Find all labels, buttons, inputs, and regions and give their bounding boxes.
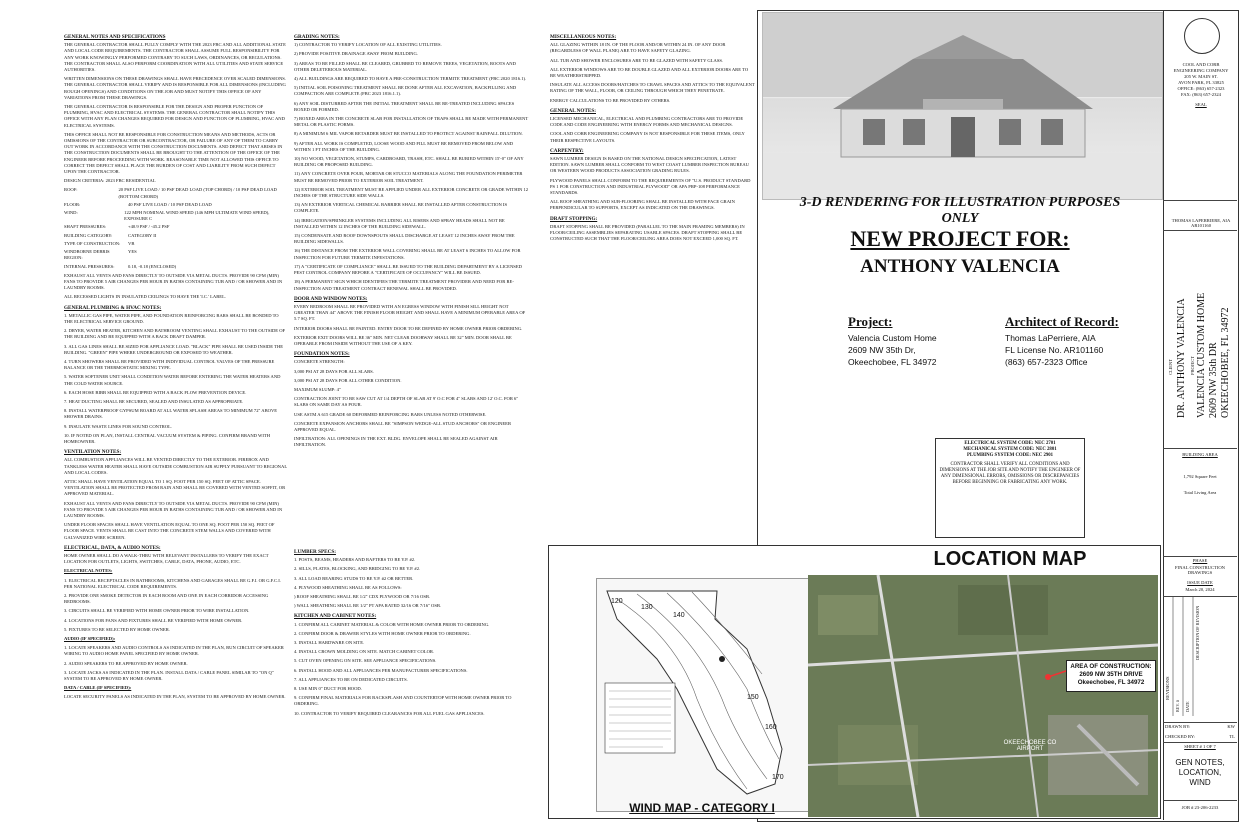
client-name: ANTHONY VALENCIA	[860, 256, 1060, 277]
project-block	[848, 314, 998, 367]
grading-item: 7) BOXED AREA IN THE CONCRETE SLAB FOR INSTALLATION OF TRAPS SHALL BE MADE WITH PERMANENT METAL OR PLASTIC FORMS.	[294, 116, 529, 128]
notes-column-3	[550, 30, 755, 510]
misc-heading: MISCELLANEOUS NOTES:	[550, 34, 617, 40]
total-living-label: Total Living Area	[1183, 490, 1217, 495]
building-area-label: BUILDING AREA	[1182, 452, 1218, 457]
architect-line: (863) 657-2323 Office	[1005, 357, 1088, 367]
firm-line: OFFICE: (863) 657-2323	[1177, 86, 1225, 91]
loads-table	[64, 187, 288, 269]
drawn-by-label: DRAWN BY:	[1165, 724, 1191, 729]
sheet-title	[1163, 758, 1237, 788]
foundation-item: INFILTRATION: ALL OPENINGS IN THE EXT. BLDG. ENVELOPE SHALL BE SEALED AGAINST AIR INFILTRATION.	[294, 436, 498, 448]
load-label: TYPE OF CONSTRUCTION:	[64, 240, 121, 246]
foundation-item: 3,000 PSI AT 28 DAYS FOR ALL SLABS.	[294, 368, 374, 374]
load-value: CATEGORY II	[128, 232, 157, 238]
house-rendering-image	[762, 12, 1163, 200]
misc-para: ENERGY CALCULATIONS TO BE PROVIDED BY OTHERS.	[550, 97, 671, 103]
draft-para: DRAFT STOPPING SHALL BE PROVIDED (PARALLEL TO THE MAIN FRAMING MEMBERS) IN FLOOR/CEILING ASSEMBLIES SEPARATING USABLE SPACES. DRAFT STOPPING SHALL BE CONSTRUCTED SUCH THAT THE FLOOR/CEILING AREA DOES NOT EXCEED 1,000 SQ. FT.	[550, 223, 745, 242]
plumbing-item: 3. ALL GAS LINES SHALL BE SIZED FOR APPLIANCE LOAD. "BLACK" PIPE SHALL BE USED INSIDE THE BUILDING. "GREEN" PIPE WHERE UNDERGROUND OR EXPOSED TO WEATHER.	[64, 343, 284, 355]
load-label: INTERNAL PRESSURES:	[64, 263, 115, 269]
foundation-heading: FOUNDATION NOTES:	[294, 351, 350, 358]
audio-subheading: AUDIO (IF SPECIFIED):	[64, 636, 116, 642]
wind-label: 170	[772, 774, 784, 781]
load-value: 122 MPH NOMINAL WIND SPEED (146 MPH ULTIMATE WIND SPEED), EXPOSURE C	[124, 210, 270, 222]
draft-heading: DRAFT STOPPING:	[550, 215, 598, 222]
rev-col: REV. #	[1175, 699, 1180, 712]
job-number: JOB # 23-206-2233	[1181, 805, 1219, 810]
title-divider	[1163, 722, 1237, 723]
firm-line: 205 W. MAIN ST.	[1184, 74, 1218, 79]
grading-item: 16) THE DISTANCE FROM THE EXTERIOR WALL COVERING SHALL BE AT LEAST 6 INCHES TO ALLOW FOR INSPECTION FOR FUTURE TERMITE INFESTATIONS.	[294, 248, 521, 260]
plumbing-item: 8. INSTALL WATERPROOF GYPSUM BOARD AT ALL WATER SPLASH AREAS TO MINIMUM 72" ABOVE SHOWER DRAINS.	[64, 408, 278, 420]
misc-para: ALL EXTERIOR WINDOWS ARE TO BE DOUBLE GLAZED AND ALL EXTERIOR DOORS ARE TO BE WEATHERSTRIPPED.	[550, 66, 749, 79]
ventilation-para: UNDER FLOOR SPACES SHALL HAVE VENTILATION EQUAL TO ONE SQ. FOOT PER 150 SQ. FEET OF FLOOR SPACE. VENTS SHALL BE CAST INTO THE CONCRETE STEM WALLS AND COVERED WITH GALVANIZED WIRE SCREEN.	[64, 522, 275, 540]
satellite-svg	[808, 575, 1158, 817]
notes-column-2-lower	[294, 545, 530, 815]
grading-item: 9) AFTER ALL WORK IS COMPLETED, LOOSE WOOD AND FILL MUST BE REMOVED FROM BELOW AND WITHIN 1 FT INCHES OF THE BUILDING.	[294, 140, 514, 152]
load-value: +40.9 PSF / -45.2 PSF	[128, 224, 170, 230]
misc-para: ALL GLAZING WITHIN 18 IN. OF THE FLOOR AND/OR WITHIN 24 IN. OF ANY DOOR (REGARDLESS OF WALL PLANE) ARE TO HAVE SAFETY GLAZING.	[550, 42, 726, 54]
plumbing-item: 10. IF NOTED ON PLAN, INSTALL CENTRAL VACUUM SYSTEM & PIPING. CONFIRM BRAND WITH HOMEOWNER.	[64, 432, 271, 444]
kitchen-item: 10. CONTRACTOR TO VERIFY REQUIRED CLEARANCES FOR ALL FUEL GAS APPLIANCES.	[294, 710, 485, 716]
load-value: 20 PSF LIVE LOAD / 10 PSF DEAD LOAD (TOP CHORD) / 10 PSF DEAD LOAD (BOTTOM CHORD)	[118, 187, 277, 199]
code-line: ELECTRICAL SYSTEM CODE: NEC 2701	[964, 441, 1056, 446]
lumber-item: 3. ALL LOAD BEARING STUDS TO BE Y.P. #2 OR BETTER.	[294, 575, 414, 581]
sheet-title-line: GEN NOTES,	[1175, 758, 1225, 767]
phase-value: FINAL CONSTRUCTION DRAWINGS	[1175, 565, 1225, 575]
area-of-construction-box	[1066, 660, 1156, 692]
plumbing-item: 7. HEAT DUCTING SHALL BE SECURED, SEALED AND INSULATED AS APPROPRIATE.	[64, 398, 244, 404]
kitchen-item: 2. CONFIRM DOOR & DRAWER STYLES WITH HOME OWNER PRIOR TO ORDERING.	[294, 630, 471, 636]
phase-label: PHASE	[1192, 558, 1208, 563]
load-value: VB	[128, 240, 135, 246]
kitchen-item: 5. CUT OVEN OPENING ON SITE. SEE APPLIANCE SPECIFICATIONS.	[294, 658, 437, 664]
wind-map-svg	[597, 579, 809, 811]
firm-logo-icon	[1184, 18, 1220, 54]
grading-item: 2) PROVIDE POSITIVE DRAINAGE AWAY FROM BUILDING.	[294, 51, 418, 57]
new-project-heading: NEW PROJECT FOR:	[850, 226, 1070, 251]
checked-by	[1165, 734, 1235, 739]
general-notes-heading: GENERAL NOTES AND SPECIFICATIONS	[64, 34, 166, 40]
sheet-number: SHEET # 1 OF 7	[1184, 744, 1216, 749]
foundation-item: CONCRETE EXPANSION ANCHORS SHALL BE "SIMPSON WEDGE-ALL STUD ANCHORS" OR ENGINEER APPROVED EQUAL.	[294, 420, 512, 432]
lumber-item: ) WALL SHEATHING SHALL BE 1/2" PT APA RATED 32/16 OR 7/16" OSB.	[294, 603, 442, 609]
lumber-item: ) ROOF SHEATHING SHALL BE 1/2" CDX PLYWOOD OR 7/16 OSB.	[294, 594, 431, 600]
area-line: Okeechobee, FL 34972	[1077, 679, 1145, 686]
ventilation-para: ATTIC SHALL HAVE VENTILATION EQUAL TO 1 SQ. FOOT PER 150 SQ. FEET OF ATTIC SPACE. VENTILATION SHALL BE PROTECTED FROM RAIN AND SHALL BE COVERED WITH VENTED SOFFIT, OR APPROVED MATERIAL.	[64, 478, 286, 497]
seal-label: SEAL	[1195, 102, 1207, 107]
design-criteria: DESIGN CRITERIA: 2023 FBC RESIDENTIAL	[64, 178, 156, 184]
notes-column-1	[64, 30, 288, 820]
data-subheading: DATA / CABLE (IF SPECIFIED):	[64, 685, 132, 691]
site-marker-icon	[719, 656, 725, 662]
client-vertical: DR. ANTHONY VALENCIA	[1176, 298, 1187, 418]
lumber-item: 4. PLYWOOD SHEATHING SHALL BE AS FOLLOWS:	[294, 584, 402, 590]
architect-heading: Architect of Record:	[1005, 314, 1119, 329]
kitchen-item: 8. USE MIN 0" DUCT FOR HOOD.	[294, 686, 362, 692]
carpentry-para: PLYWOOD PANELS SHALL CONFORM TO THE REQUIREMENTS OF "U.S. PRODUCT STANDARD PS 1 FOR CONSTRUCTION AND INDUSTRIAL PLYWOOD" OR APA PRP-108 PERFORMANCE STANDARDS.	[550, 177, 751, 196]
audio-item: 1. LOCATE SPEAKERS AND AUDIO CONTROLS AS INDICATED IN THE PLAN, RUN CIRCUIT OF SPEAKER WIRING TO AUDIO HOME PANEL SPECIFIED BY HOME OWNER.	[64, 645, 284, 657]
audio-item: 2. AUDIO SPEAKERS TO BE APPROVED BY HOME OWNER.	[64, 660, 188, 666]
issue-date: March 20, 2024	[1185, 587, 1215, 592]
door-para: INTERIOR DOORS SHALL BE PAINTED. ENTRY DOOR TO BE DEFINED BY HOME OWNER PRIOR ORDERING.	[294, 325, 523, 331]
grading-item: 5) INITIAL SOIL POISONING TREATMENT SHALL BE DONE AFTER ALL EXCAVATION, BACKFILLING AND COMPACTION ARE COMPLETE (FBC 2023 1816.1.1).	[294, 85, 517, 97]
grading-item: 4) ALL BUILDINGS ARE REQUIRED TO HAVE A PRE-CONSTRUCTION TERMITE TREATMENT (FBC 2020 1816.1).	[294, 76, 527, 82]
firm-line: FAX: (863) 657-2324	[1181, 92, 1221, 97]
code-line: MECHANICAL SYSTEM CODE: NEC 2801	[963, 447, 1057, 452]
lumber-item: 1. POSTS, BEAMS, HEADERS AND RAFTERS TO BE Y.P. #2.	[294, 557, 416, 563]
airport-label: OKEECHOBEE CO AIRPORT	[1003, 740, 1057, 752]
electrical-item: 3. CIRCUITS SHALL BE VERIFIED WITH HOME OWNER PRIOR TO WIRE INSTALLATION.	[64, 608, 250, 614]
load-value: 0.18, -0.18 (ENCLOSED)	[128, 263, 177, 269]
foundation-item: CONTRACTION JOINT TO BE SAW CUT AT 1/4 DEPTH OF SLAB AT 9' O.C FOR 4" SLABS AND 12' O.C. FOR 6" SLABS ON SAME DAY AS POUR.	[294, 396, 519, 408]
title-divider	[1163, 800, 1237, 801]
foundation-item: USE ASTM A 615 GRADE 60 DEFORMED REINFORCING BARS UNLESS NOTED OTHERWISE.	[294, 411, 487, 417]
general-para: THE GENERAL CONTRACTOR IS RESPONSIBLE FOR THE DESIGN AND PROPER FUNCTION OF PLUMBING, HVAC AND ELECTRICAL SYSTEMS. THE GENERAL CONTRACTOR SHALL NOTIFY THIS OFFICE WITH ANY PLAN CHANGES REQUIRED FOR DESIGN AND FUNCTION OF PLUMBING, HVAC AND ELECTRICAL SYSTEMS.	[64, 104, 285, 128]
checked-by-label: CHECKED BY:	[1165, 734, 1196, 739]
firm-line: COOL AND CORB	[1182, 62, 1220, 67]
kitchen-item: 6. INSTALL HOOD AND ALL APPLIANCES PER MANUFACTURER SPECIFICATIONS.	[294, 667, 468, 673]
wind-label: 130	[641, 604, 653, 611]
foundation-item: 3,000 PSI AT 28 DAYS FOR ALL OTHER CONDITION.	[294, 377, 402, 383]
carpentry-para: SAWN LUMBER DESIGN IS BASED ON THE NATIONAL DESIGN SPECIFICATION, LATEST EDITION. SAWN LUMBER SHALL CONFORM TO WEST COAST LUMBER INSPECTION BUREAU OR WESTERN WOOD PRODUCTS ASSOCIATION GRADING RULES.	[550, 156, 750, 174]
plumbing-heading: GENERAL PLUMBING & HVAC NOTES:	[64, 304, 162, 311]
plumbing-item: 4. TURN SHOWERS SHALL BE PROVIDED WITH INDIVIDUAL CONTROL VALVES OF THE PRESSURE BALANCE OR THE THERMOSTATIC MIXING TYPE.	[64, 358, 275, 371]
gen-notes-heading: GENERAL NOTES:	[550, 107, 596, 114]
area-line: AREA OF CONSTRUCTION:	[1070, 663, 1152, 670]
misc-para: ALL TUB AND SHOWER ENCLOSURES ARE TO BE GLAZED WITH SAFETY GLASS.	[550, 57, 724, 63]
sheet-title-line: WIND	[1189, 778, 1211, 787]
code-para: CONTRACTOR SHALL VERIFY ALL CONDITIONS AND DIMENSIONS AT THE JOB SITE AND NOTIFY THE ENGINEER OF ANY DIMENSIONAL ERRORS, OMISSIONS OR DISCREPANCIES BEFORE BEGINNING OR FABRICATING ANY WORK.	[939, 462, 1081, 485]
load-label: ROOF:	[64, 187, 78, 193]
misc-para: INSULATE ALL ACCESS DOORS/HATCHES TO CRAWL SPACES AND ATTICS TO THE EQUIVALENT RATING OF THE WALL, FLOOR, OR CEILING THROUGH WHICH THEY PENETRATE.	[550, 82, 755, 94]
project-label-vertical: PROJECT	[1190, 355, 1195, 375]
architect-line: Thomas LaPerriere, AIA	[1005, 333, 1096, 343]
grading-item: 10) NO WOOD, VEGETATION, STUMPS, CARDBOARD, TRASH, ETC. SHALL BE BURIED WITHIN 15'-0" OF ANY BUILDING OR PROPOSED BUILDING.	[294, 156, 524, 168]
grading-item: 17) A "CERTIFICATE OF COMPLIANCE" SHALL BE ISSUED TO THE BUILDING DEPARTMENT BY A LICENSED PEST CONTROL COMPANY BEFORE A "CERTIFICATE OF OCCUPANCY" WILL BE ISSUED.	[294, 263, 522, 276]
data-para: LOCATE SECURITY PANELS AS INDICATED IN THE PLAN, SYSTEM TO BE APPROVED BY HOME OWNER.	[64, 694, 286, 700]
lumber-item: 2. SILLS, PLATES, BLOCKING, AND BRIDGING TO BE Y.P. #2.	[294, 566, 421, 572]
kitchen-heading: KITCHEN AND CABINET NOTES:	[294, 613, 377, 620]
plumbing-item: 2. DRYER, WATER HEATER, KITCHEN AND BATHROOM VENTING SHALL EXHAUST TO THE OUTSIDE OF THE BUILDING AND BE EQUIPPED WITH A BACK DRAFT DAMPER.	[64, 328, 286, 340]
title-divider	[1163, 230, 1237, 231]
location-map-title: LOCATION MAP	[933, 548, 1087, 570]
plumbing-item: 1. METALLIC GAS PIPE, WATER PIPE, AND FOUNDATION REINFORCING BARS SHALL BE BONDED TO THE ELECTRICAL SERVICE GROUND.	[64, 312, 279, 324]
carpentry-para: ALL ROOF SHEATHING AND SUB-FLOORING SHALL BE INSTALLED WITH FACE GRAIN PERPENDICULAR TO SUPPORTS, EXCEPT AS INDICATED ON THE DRAWINGS.	[550, 199, 735, 211]
load-label: WINDBORNE DEBRIS REGION:	[64, 249, 110, 261]
wind-map	[596, 578, 810, 812]
title-divider	[1163, 556, 1237, 557]
firm-line: ENGINEERING COMPANY	[1173, 68, 1229, 73]
load-label: SHAFT PRESSURES:	[64, 224, 107, 230]
grading-item: 18) A PERMANENT SIGN WHICH IDENTIFIES THE TERMITE TREATMENT PROVIDER AND NEED FOR RE-INSPECTION AND TREATMENT CONTRACT RENEWAL SHALL BE PROVIDED.	[294, 279, 514, 291]
grading-item: 13) AN EXTERIOR VERTICAL CHEMICAL BARRIER SHALL BE INSTALLED AFTER CONSTRUCTION IS COMPLETE.	[294, 202, 508, 214]
gen-para: COOL AND CORB ENGINEERING COMPANY IS NOT RESPONSIBLE FOR THESE ITEMS, ONLY THEIR RESPECTIVE LAYOUTS.	[550, 131, 745, 143]
door-window-heading: DOOR AND WINDOW NOTES:	[294, 295, 368, 302]
load-label: BUILDING CATEGORY:	[64, 232, 113, 238]
area-value: 1,792 Square Feet	[1183, 474, 1217, 479]
foundation-item: MAXIMUM SLUMP: 4"	[294, 386, 341, 392]
general-para: THIS OFFICE SHALL NOT BE RESPONSIBLE FOR CONSTRUCTION MEANS AND METHODS, ACTS OR OMISSIONS OF THE CONTRACTOR OR SUBCONTRACTOR, OR FAILURE OF ANY OF THEM TO CARRY OUT WORK IN ACCORDANCE WITH THE CONSTRUCTION DOCUMENTS. AND DEFECT THAT ARISES IN THE CONSTRUCTION DOCUMENTS SHALL BE BROUGHT TO THE ATTENTION OF THE OFFICE OF THE ENGINEER BEFORE PROCEEDING WITH WORK. REASONABLE TIME NOT ALLOWED THIS OFFICE TO CORRECT THE DEFECT SHALL PLACE THE BURDEN OF COST AND LIABILITY FROM SUCH DEFECT UPON THE CONTRACTOR.	[64, 131, 283, 175]
grading-item: 8) A MINIMUM 6 MIL VAPOR RETARDER MUST BE INSTALLED TO PROTECT AGAINST RAINFALL DILUTION.	[294, 131, 523, 137]
load-value: YES	[128, 249, 137, 255]
project-heading: Project:	[848, 314, 893, 329]
architect-line: FL License No. AR101160	[1005, 345, 1104, 355]
project-line-vertical: VALENCIA CUSTOM HOME	[1196, 292, 1207, 418]
grading-item: 15) CONDENSATE AND ROOF DOWNSPOUTS SHALL DISCHARGE AT LEAST 12 INCHES AWAY FROM THE BUILDING SIDEWALLS.	[294, 233, 515, 245]
firm-line: AVON PARK, FL 33825	[1178, 80, 1224, 85]
client-label: CLIENT	[1168, 359, 1173, 375]
electrical-item: 5. FIXTURES TO BE SELECTED BY HOME OWNER.	[64, 626, 170, 632]
satellite-map	[808, 575, 1158, 817]
grading-heading: GRADING NOTES:	[294, 34, 340, 40]
grading-item: 3) AREAS TO BE FILLED SHALL BE CLEARED, GRUBBED TO REMOVE TREES, VEGETATION, ROOTS AND OTHER DELETERIOUS MATERIAL.	[294, 60, 516, 72]
kitchen-item: 3. INSTALL HARDWARE ON SITE.	[294, 640, 365, 646]
gen-para: LICENSED MECHANICAL, ELECTRICAL AND PLUMBING CONTRACTORS ARE TO PROVIDE CODE AND CODE ENGINEERING WITH ENERGY FORMS AND MECHANICAL DESIGNS.	[550, 116, 744, 128]
drawn-by-value: KW	[1227, 724, 1235, 729]
load-label: WIND:	[64, 210, 78, 216]
project-line: Okeechobee, FL 34972	[848, 357, 937, 367]
rev-col: DESCRIPTION OF REVISION	[1195, 605, 1200, 660]
wind-label: 120	[611, 598, 623, 605]
issue-label: ISSUE DATE	[1187, 580, 1213, 585]
electrical-item: 4. LOCATIONS FOR FANS AND FIXTURES SHALL BE VERIFIED WITH HOME OWNER.	[64, 617, 243, 623]
ventilation-para: EXHAUST ALL VENTS AND FANS DIRECTLY TO OUTSIDE VIA METAL DUCTS. PROVIDE 90 CFM (MIN) FANS TO PROVIDE 5 AIR CHANGES PER HOUR IN BATHS CONTAINING TUB AND / OR SHOWER AND IN LAUNDRY ROOMS.	[64, 500, 283, 518]
wind-map-title: WIND MAP - CATEGORY I	[629, 801, 775, 815]
door-para: EXTERIOR EXIT DOORS WILL BE 36" MIN. NET CLEAR DOORWAY SHALL BE 32" MIN. DOOR SHALL BE OPERABLE FROM INSIDE WITHOUT THE USE OF A KEY.	[294, 334, 512, 346]
ventilation-para: ALL COMBUSTION APPLIANCES WILL BE VENTED DIRECTLY TO THE EXTERIOR. FIREBOX AND TANKLESS WATER HEATER SHALL HAVE OUTSIDE COMBUSTION AIR SUPPLY PURSUANT TO REGIONAL AND LOCAL CODES.	[64, 457, 287, 475]
plumbing-item: 5. WATER SOFTENER UNIT SHALL CONDITION WATER BEFORE ENTERING THE WATER HEATERS AND THE COLD WATER SOURCE.	[64, 374, 281, 386]
notes-column-2	[294, 30, 530, 540]
foundation-item: CONCRETE STRENGTH:	[294, 359, 345, 365]
carpentry-heading: CARPENTRY:	[550, 147, 584, 154]
grading-item: 11) ANY CONCRETE OVER POUR, MORTAR OR STUCCO MATERIALS ALONG THE FOUNDATION PERIMETER MUST BE REMOVED PRIOR TO EXTERIOR SOIL TREATMENT.	[294, 171, 523, 183]
lumber-heading: LUMBER SPECS:	[294, 549, 336, 555]
kitchen-item: 1. CONFIRM ALL CABINET MATERIAL & COLOR WITH HOME OWNER PRIOR TO ORDERING.	[294, 621, 490, 627]
wind-label: 160	[765, 724, 777, 731]
area-line: 2609 NW 35TH DRIVE	[1079, 671, 1143, 678]
electrical-item: 1. ELECTRICAL RECEPTACLES IN BATHROOMS, KITCHENS AND GARAGES SHALL BE G.F.I. OR G.F.C.I. PER NATIONAL ELECTRICAL CODE REQUIREMENTS.	[64, 577, 281, 589]
rev-col: DATE	[1185, 701, 1190, 712]
revisions-label: REVISIONS	[1165, 676, 1170, 700]
house-rendering-svg	[763, 13, 1162, 199]
electrical-subheading: ELECTRICAL NOTES:	[64, 568, 113, 574]
project-line: 2609 NW 35th Dr,	[848, 345, 916, 355]
general-para: WRITTEN DIMENSIONS ON THESE DRAWINGS SHALL HAVE PRECEDENCE OVER SCALED DIMENSIONS. THE GENERAL CONTRACTOR SHALL VERIFY AND IS RESPONSIBLE FOR ALL DIMENSIONS (INCLUDING ROUGH OPENINGS) AND CONDITIONS ON THE JOB AND MUST NOTIFY THIS OFFICE OF ANY VARIATIONS FROM THESE DRAWINGS.	[64, 76, 286, 100]
electrical-item: 2. PROVIDE ONE SMOKE DETECTOR IN EACH ROOM AND ONE IN EACH CORRIDOR ACCESSING BEDROOMS.	[64, 593, 269, 605]
plumbing-item: 6. EACH HOSE BIBB SHALL BE EQUIPPED WITH A BACK FLOW PREVENTION DEVICE.	[64, 389, 247, 395]
revisions-grid	[1163, 596, 1237, 716]
grading-item: 14) IRRIGATION/SPRINKLER SYSTEMS INCLUDING ALL RISERS AND SPRAY HEADS SHALL NOT BE INSTALLED WITHIN 12 INCHES OF THE BUILDING SIDEWALL.	[294, 217, 505, 229]
checked-by-value: TL	[1229, 734, 1235, 739]
title-divider	[1163, 448, 1237, 449]
grading-item: 6) ANY SOIL DISTURBED AFTER THE INITIAL TREATMENT SHALL BE RE-TREATED INCLUDING SPACES BOXED OR FORMED.	[294, 100, 515, 112]
title-divider	[1163, 742, 1237, 743]
code-line: PLUMBING SYSTEM CODE: NEC 2901	[966, 453, 1054, 458]
wind-label: 150	[747, 694, 759, 701]
code-box	[935, 438, 1085, 538]
revisions-table	[1163, 596, 1237, 716]
plumbing-item: 9. INSULATE WASTE LINES FOR SOUND CONTROL.	[64, 423, 173, 429]
sheet-title-line: LOCATION,	[1178, 768, 1222, 777]
grading-item: 1) CONTRACTOR TO VERIFY LOCATION OF ALL EXISTING UTILITIES.	[294, 42, 442, 48]
project-line-vertical: 2609 NW 35th DR	[1208, 342, 1219, 418]
exhaust-para: EXHAUST ALL VENTS AND FANS DIRECTLY TO OUTSIDE VIA METAL DUCTS. PROVIDE 90 CFM (MIN) FANS TO PROVIDE 5 AIR CHANGES PER HOUR IN BATHS CONTAINING TUB AND / OR SHOWER AND IN LAUNDRY ROOMS.	[64, 272, 283, 291]
drawn-by	[1165, 724, 1235, 729]
project-line: Valencia Custom Home	[848, 333, 937, 343]
wind-label: 140	[673, 612, 685, 619]
architect-block	[1005, 314, 1165, 367]
rendering-caption: 3-D RENDERING FOR ILLUSTRATION PURPOSES ONLY	[799, 195, 1121, 226]
door-para: EVERY BEDROOM SHALL BE PROVIDED WITH AN EGRESS WINDOW WITH FINISH SILL HEIGHT NOT GREATER THAN 44" ABOVE THE FINISH FLOOR HEIGHT AND SHALL HAVE A MINIMUM OPERABLE AREA OF 5.7 SQ. FT.	[294, 303, 526, 322]
general-para: THE GENERAL CONTRACTOR SHALL FULLY COMPLY WITH THE 2023 FBC AND ALL ADDITIONAL STATE AND LOCAL CODE REQUIREMENTS. THE CONTRACTOR SHALL ASSUME FULL RESPONSIBILITY FOR ANY WORK KNOWINGLY PERFORMED CONTRARY TO SUCH LAWS, ORDINANCES, OR REGULATIONS. THE CONTRACTOR SHALL ALSO PERFORM COORDINATION WITH ALL UTILITIES AND STATE SERVICE AUTHORITIES.	[64, 42, 286, 73]
electrical-heading: ELECTRICAL, DATA, & AUDIO NOTES:	[64, 544, 161, 551]
recessed-para: ALL RECESSED LIGHTS IN INSULATED CEILINGS TO HAVE THE 'I.C.' LABEL.	[64, 294, 227, 300]
electrical-para: HOME OWNER SHALL DO A WALK-THRU WITH RELEVANT INSTALLERS TO VERIFY THE EXACT LOCATION FOR OUTLETS, LIGHTS, SWITCHES, CABLE, DATA, PHONE, AUDIO, ETC.	[64, 553, 269, 565]
title-divider	[1163, 200, 1237, 201]
kitchen-item: 9. CONFIRM FINAL MATERIALS FOR BACKSPLASH AND COUNTERTOP WITH HOME OWNER PRIOR TO ORDERING.	[294, 695, 512, 707]
architect-stamp: THOMAS LAPERRIERE, AIA AR101160	[1171, 218, 1231, 228]
ventilation-heading: VENTILATION NOTES:	[64, 449, 122, 456]
project-line-vertical: OKEECHOBEE, FL 34972	[1220, 307, 1231, 418]
kitchen-item: 4. INSTALL CROWN MOLDING ON SITE. MATCH CABINET COLOR.	[294, 649, 435, 655]
kitchen-item: 7. ALL APPLIANCES TO BE ON DEDICATED CIRCUITS.	[294, 676, 408, 682]
audio-item: 3. LOCATE JACKS AS INDICATED IN THE PLAN. INSTALL DATA / CABLE PANEL SIMILAR TO "ON Q" SYSTEM TO BE APPROVED BY HOME OWNER.	[64, 669, 274, 682]
load-value: 40 PSF LIVE LOAD / 10 PSF DEAD LOAD	[128, 201, 212, 207]
grading-item: 12) EXTERIOR SOIL TREATMENT MUST BE APPLIED UNDER ALL EXTERIOR CONCRETE OR GRADE WITHIN 12 INCHES OF THE STRUCTURE SIDE WALLS.	[294, 186, 529, 199]
load-label: FLOOR:	[64, 201, 81, 207]
